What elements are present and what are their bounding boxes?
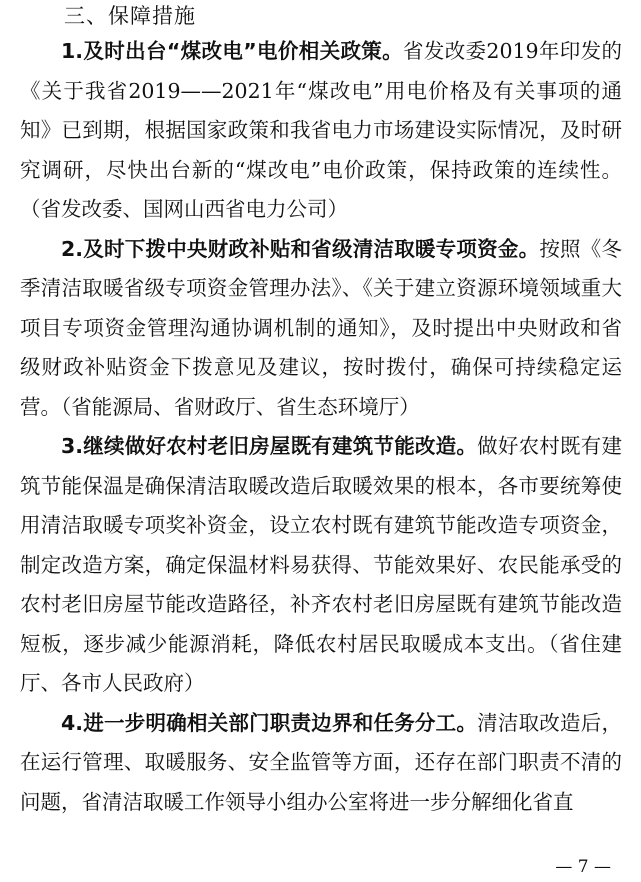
paragraph-4-lead: 4.进一步明确相关部门职责边界和任务分工。: [61, 710, 478, 735]
paragraph-2: [20, 230, 622, 428]
paragraph-3-lead: 3.继续做好农村老旧房屋既有建筑节能改造。: [61, 434, 478, 458]
section-heading: 三、保障措施: [64, 4, 196, 28]
paragraph-2-text: 按照《冬季清洁取暖省级专项资金管理办法》、《关于建立资源环境领域重大项目专项资金管理沟通协调机制的通知》，及时提出中央财政和省级财政补贴资金下拨意见及建议，按时拨付，确保可持续稳定运营。（省能源局、省财政厅、省生态环境厅）: [20, 236, 622, 419]
paragraph-2-lead: 2.及时下拨中央财政补贴和省级清洁取暖专项资金。: [61, 236, 540, 261]
page-number: — 7 —: [555, 857, 611, 877]
paragraph-3: [20, 427, 622, 704]
paragraph-4: [20, 704, 622, 823]
paragraph-4-text: 清洁取改造后，在运行管理、取暖服务、安全监管等方面，还存在部门职责不清的问题，省清洁取暖工作领导小组办公室将进一步分解细化省直: [20, 710, 622, 814]
paragraph-1: [20, 32, 622, 230]
paragraph-3-text: 做好农村既有建筑节能保温是确保清洁取暖改造后取暖效果的根本，各市要统筹使用清洁取暖专项奖补资金，设立农村既有建筑节能改造专项资金，制定改造方案，确定保温材料易获得、节能效果好、农民能承受的农村老旧房屋节能改造路径，补齐农村老旧房屋既有建筑节能改造短板，逐步减少能源消耗，降低农村居民取暖成本支出。（省住建厅、各市人民政府）: [20, 434, 622, 695]
document-body: [20, 32, 622, 822]
paragraph-1-text: 省发改委2019年印发的《关于我省2019——2021年“煤改电”用电价格及有关事项的通知》已到期，根据国家政策和我省电力市场建设实际情况，及时研究调研，尽快出台新的“煤改电”电价政策，保持政策的连续性。（省发改委、国网山西省电力公司）: [20, 39, 622, 221]
paragraph-1-lead: 1.及时出台“煤改电”电价相关政策。: [61, 39, 403, 63]
